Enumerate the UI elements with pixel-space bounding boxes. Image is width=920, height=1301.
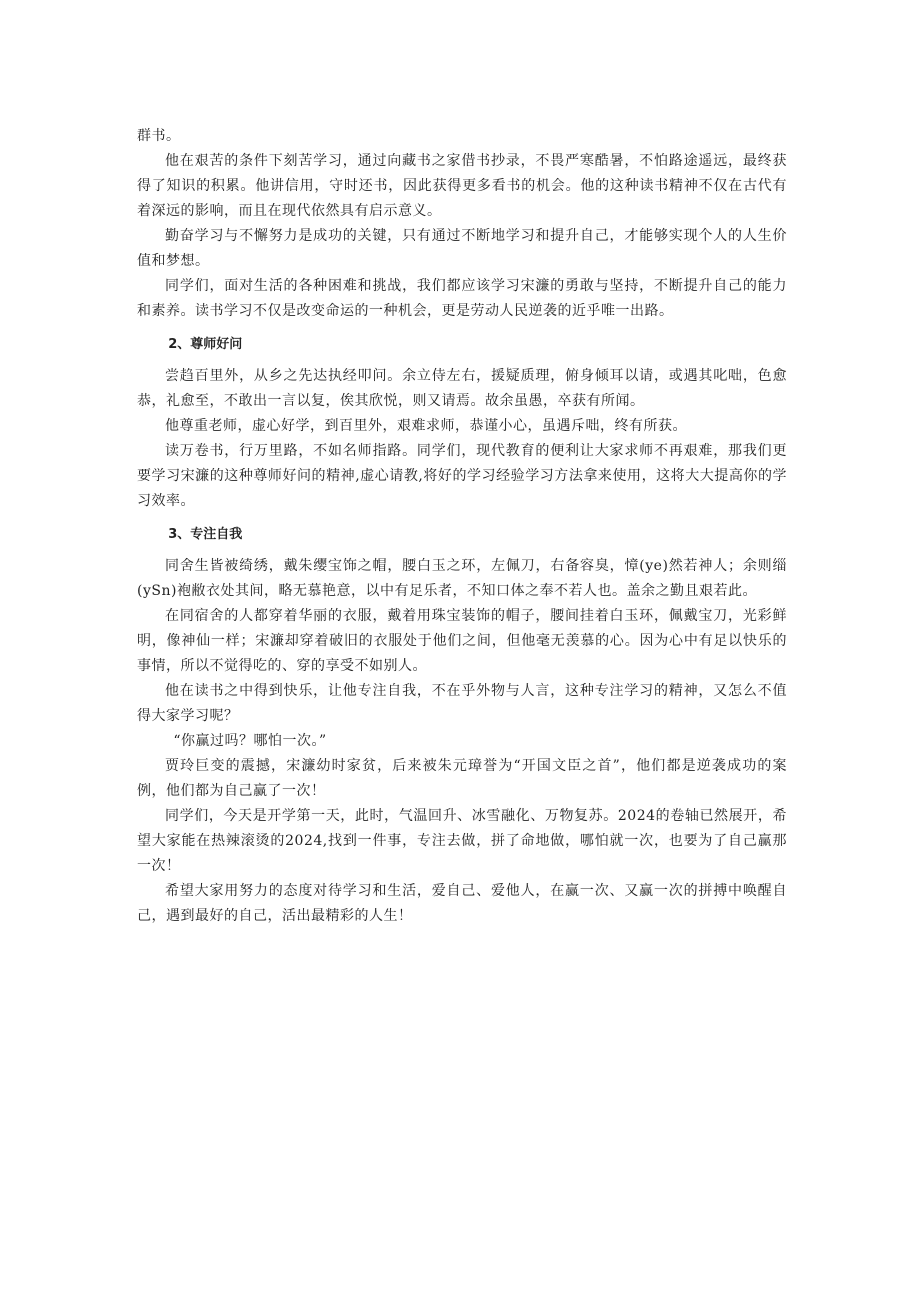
paragraph: 在同宿舍的人都穿着华丽的衣服，戴着用珠宝装饰的帽子，腰间挂着白玉环，佩戴宝刀，光彩鲜明，像神仙一样；宋濂却穿着破旧的衣服处于他们之间，但他毫无羡慕的心。因为心中有足以快乐的事情，所以不觉得吃的、穿的享受不如别人。	[137, 608, 787, 674]
paragraph: 读万卷书，行万里路，不如名师指路。同学们，现代教育的便利让大家求师不再艰难，那我们更要学习宋濂的这种尊师好问的精神,虚心请教,将好的学习经验学习方法拿来使用，这将大大提高你的学习效率。	[137, 443, 787, 509]
paragraph: 他尊重老师，虚心好学，到百里外，艰难求师，恭谨小心，虽遇斥咄，终有所获。	[165, 418, 687, 434]
paragraph: 勤奋学习与不懈努力是成功的关键，只有通过不断地学习和提升自己，才能够实现个人的人生价值和梦想。	[137, 228, 787, 269]
paragraph-closing: 希望大家用努力的态度对待学习和生活，爱自己、爱他人，在赢一次、又赢一次的拼搏中唤醒自己，遇到最好的自己，活出最精彩的人生！	[137, 883, 787, 924]
document-body	[137, 124, 787, 929]
paragraph: 贾玲巨变的震撼，宋濂幼时家贫，后来被朱元璋誉为“开国文臣之首”，他们都是逆袭成功的案例，他们都为自己赢了一次！	[137, 758, 787, 799]
paragraph: 他在读书之中得到快乐，让他专注自我，不在乎外物与人言，这种专注学习的精神，又怎么不值得大家学习呢？	[137, 683, 787, 724]
quote-line: “你赢过吗？哪怕一次。”	[173, 733, 327, 749]
paragraph-classical-quote: 同舍生皆被绮绣，戴朱缨宝饰之帽，腰白玉之环，左佩刀，右备容臭，慞(ye)然若神人；余则缁(ySn)袍敝衣处其间，略无慕艳意，以中有足乐者，不知口体之奉不若人也。盖余之勤且艰若此。	[137, 558, 787, 599]
paragraph: 同学们，今天是开学第一天，此时，气温回升、冰雪融化、万物复苏。2024的卷轴已然展开，希望大家能在热辣滚烫的2024,找到一件事，专注去做，拼了命地做，哪怕就一次，也要为了自己赢那一次！	[137, 808, 787, 874]
paragraph-classical-quote: 尝趋百里外，从乡之先达执经叩问。余立侍左右，援疑质理，俯身倾耳以请，或遇其叱咄，色愈恭，礼愈至，不敢出一言以复，俟其欣悦，则又请焉。故余虽愚，卒获有所闻。	[137, 368, 787, 409]
section-heading-respect-teachers: 2、尊师好问	[168, 337, 243, 352]
paragraph: 同学们，面对生活的各种困难和挑战，我们都应该学习宋濂的勇敢与坚持，不断提升自己的能力和素养。读书学习不仅是改变命运的一种机会，更是劳动人民逆袭的近乎唯一出路。	[137, 278, 787, 319]
section-heading-focus-self: 3、专注自我	[168, 527, 243, 542]
paragraph: 他在艰苦的条件下刻苦学习，通过向藏书之家借书抄录，不畏严寒酷暑，不怕路途遥远，最终获得了知识的积累。他讲信用，守时还书，因此获得更多看书的机会。他的这种读书精神不仅在古代有着深远的影响，而且在现代依然具有启示意义。	[137, 153, 787, 219]
paragraph-continuation: 群书。	[137, 128, 181, 144]
